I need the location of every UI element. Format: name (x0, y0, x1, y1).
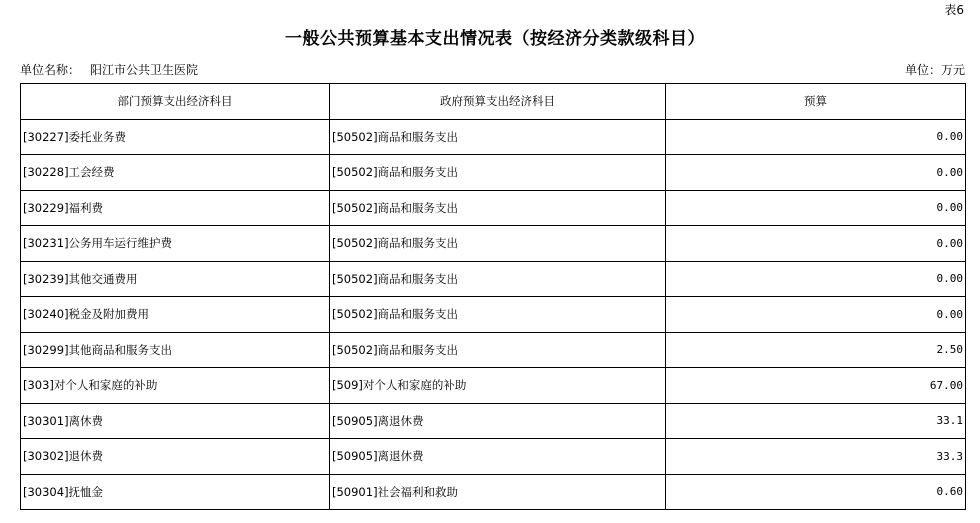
budget-amount-cell: 2.50 (666, 332, 966, 368)
budget-table (20, 83, 966, 510)
budget-amount-cell: 0.60 (666, 474, 966, 510)
table-row (21, 226, 966, 262)
budget-amount-cell: 0.00 (666, 155, 966, 191)
gov-item-cell: [50901]社会福利和救助 (330, 474, 666, 510)
gov-item-cell: [50502]商品和服务支出 (330, 119, 666, 155)
dept-item-cell: [30239]其他交通费用 (21, 261, 330, 297)
column-header-budget: 预算 (666, 84, 966, 120)
gov-item-cell: [50502]商品和服务支出 (330, 226, 666, 262)
budget-amount-cell: 0.00 (666, 119, 966, 155)
budget-amount-cell: 0.00 (666, 261, 966, 297)
unit-measure: 单位：万元 (904, 63, 965, 77)
dept-item-cell: [30227]委托业务费 (21, 119, 330, 155)
gov-item-cell: [50502]商品和服务支出 (330, 297, 666, 333)
dept-item-cell: [30299]其他商品和服务支出 (21, 332, 330, 368)
table-row (21, 119, 966, 155)
report-title: 一般公共预算基本支出情况表（按经济分类款级科目） (285, 29, 705, 49)
budget-amount-cell: 0.00 (666, 297, 966, 333)
dept-item-cell: [30231]公务用车运行维护费 (21, 226, 330, 262)
unit-name (20, 61, 198, 78)
gov-item-cell: [50905]离退休费 (330, 403, 666, 439)
table-row (21, 403, 966, 439)
gov-item-cell: [50502]商品和服务支出 (330, 261, 666, 297)
dept-item-cell: [303]对个人和家庭的补助 (21, 368, 330, 404)
budget-amount-cell: 33.3 (666, 439, 966, 475)
gov-item-cell: [50905]离退休费 (330, 439, 666, 475)
report-meta-row (20, 61, 965, 79)
budget-amount-cell: 0.00 (666, 190, 966, 226)
column-header-gov-item: 政府预算支出经济科目 (330, 84, 666, 120)
dept-item-cell: [30304]抚恤金 (21, 474, 330, 510)
table-row (21, 261, 966, 297)
budget-amount-cell: 33.1 (666, 403, 966, 439)
table-row (21, 368, 966, 404)
gov-item-cell: [50502]商品和服务支出 (330, 190, 666, 226)
gov-item-cell: [509]对个人和家庭的补助 (330, 368, 666, 404)
dept-item-cell: [30229]福利费 (21, 190, 330, 226)
unit-name-value: 阳江市公共卫生医院 (90, 63, 199, 77)
budget-amount-cell: 67.00 (666, 368, 966, 404)
dept-item-cell: [30301]离休费 (21, 403, 330, 439)
table-body (21, 119, 966, 510)
column-header-dept-item: 部门预算支出经济科目 (21, 84, 330, 120)
table-row (21, 332, 966, 368)
table-row (21, 474, 966, 510)
gov-item-cell: [50502]商品和服务支出 (330, 332, 666, 368)
dept-item-cell: [30240]税金及附加费用 (21, 297, 330, 333)
table-row (21, 297, 966, 333)
table-row (21, 155, 966, 191)
dept-item-cell: [30302]退休费 (21, 439, 330, 475)
table-header-row (21, 84, 966, 120)
gov-item-cell: [50502]商品和服务支出 (330, 155, 666, 191)
table-row (21, 190, 966, 226)
unit-name-label: 单位名称： (20, 63, 81, 77)
table-row (21, 439, 966, 475)
table-number: 表6 (944, 3, 964, 17)
budget-amount-cell: 0.00 (666, 226, 966, 262)
dept-item-cell: [30228]工会经费 (21, 155, 330, 191)
